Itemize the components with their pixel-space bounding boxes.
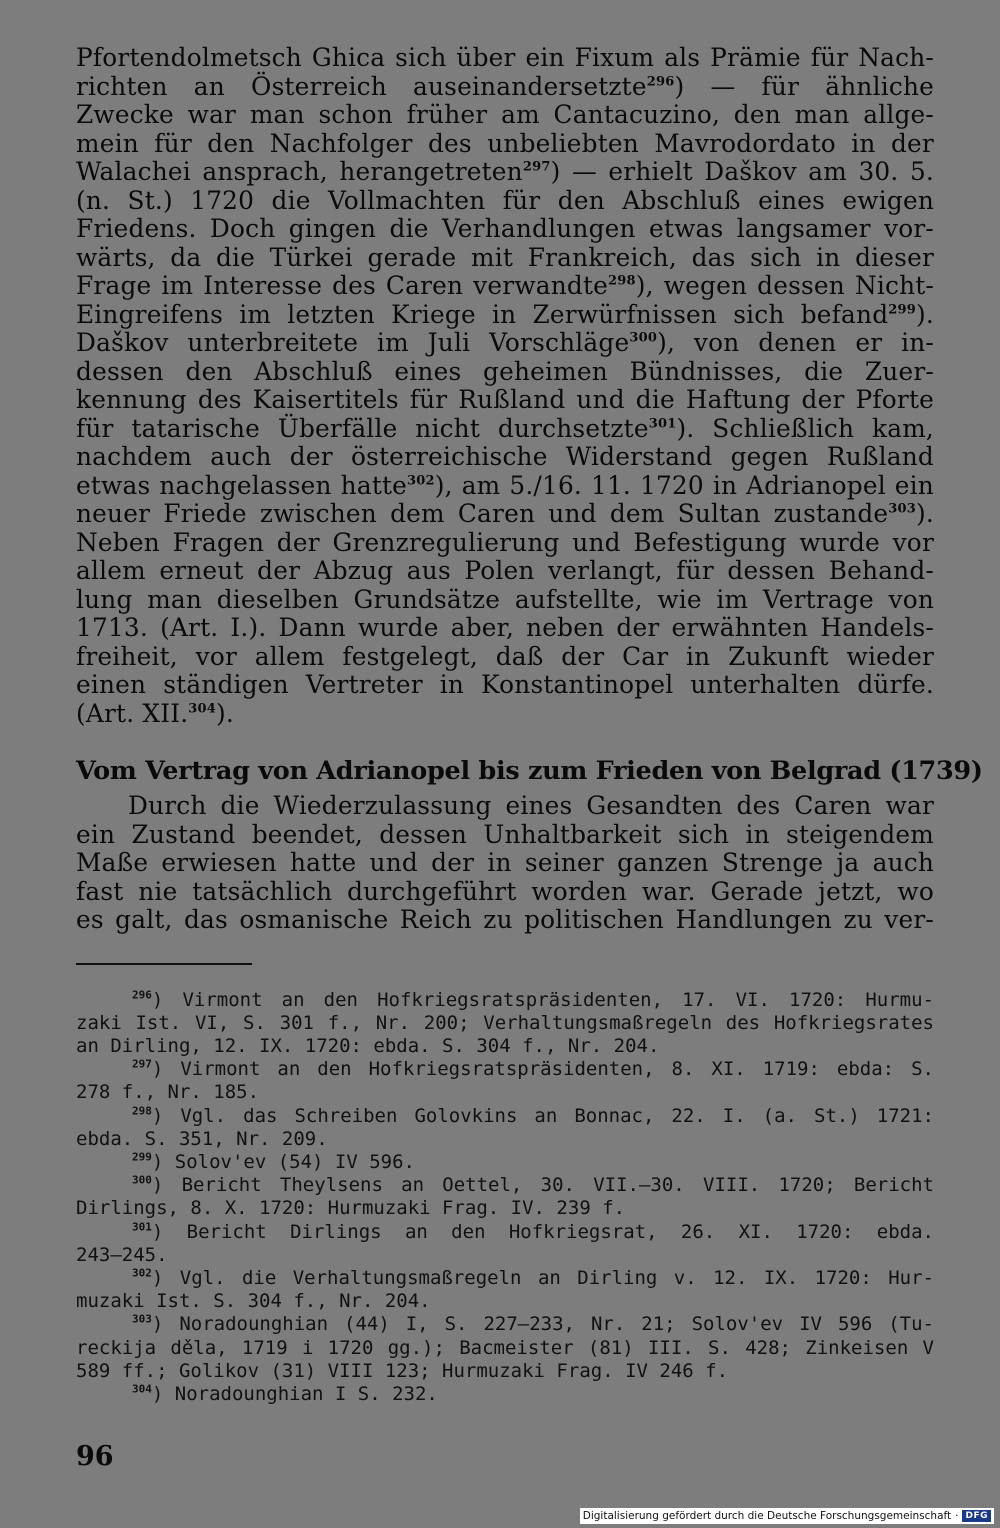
footnote-number: 298 [132, 1104, 152, 1118]
page-content [76, 43, 983, 1406]
footnote-number: 302 [132, 1266, 152, 1280]
footnote-number: 304 [132, 1382, 152, 1396]
text-line: Frage im Interesse des Caren verwandte$^{298}$), wegen dessen Nicht- [76, 271, 934, 300]
footnote-ref: 301 [648, 416, 677, 432]
footnote [76, 1151, 934, 1174]
footnote-number: 301 [132, 1220, 152, 1234]
footnote-ref: 300 [629, 330, 658, 346]
text-line: es galt, das osmanische Reich zu politischen Handlungen zu ver- [76, 905, 934, 934]
footnote-line: $^{298}$) Vgl. das Schreiben Golovkins an Bonnac, 22. I. (a. St.) 1721: [132, 1104, 934, 1127]
text-line: kennung des Kaisertitels für Rußland und die Haftung der Pforte [76, 385, 934, 414]
text-line: (Art. XII.$^{304}$). [76, 698, 235, 728]
text-line: richten an Österreich auseinandersetzte$^{296}$) — für ähnliche [76, 71, 934, 101]
footnote-line: $^{301}$) Bericht Dirlings an den Hofkriegsrat, 26. XI. 1720: ebda. [132, 1220, 934, 1243]
text-line: Walachei ansprach, herangetreten$^{297}$) — erhielt Daškov am 30. 5. [76, 157, 935, 186]
text-line: Durch die Wiederzulassung eines Gesandten des Caren war [128, 791, 934, 820]
footnote [76, 1058, 934, 1104]
text-line: lung man dieselben Grundsätze aufstellte, wie im Vertrage von [76, 584, 934, 614]
dfg-logo: DFG [962, 1510, 991, 1522]
footnote [76, 989, 934, 1059]
footnote [76, 1313, 934, 1383]
text-line: dessen den Abschluß eines geheimen Bündnisses, die Zuer- [76, 356, 934, 386]
footnote-line: 278 f., Nr. 185. [76, 1081, 260, 1104]
footnote [76, 1105, 934, 1151]
footnote-ref: 297 [522, 159, 551, 175]
text-line: Zwecke war man schon früher am Cantacuzino, den man allge- [76, 100, 934, 129]
footnote-line: 589 ff.; Golikov (31) VIII 123; Hurmuzaki Frag. IV 246 f. [76, 1359, 729, 1382]
footnote-ref: 298 [608, 273, 636, 289]
footnote-ref: 304 [188, 701, 217, 717]
footnote-line: $^{299}$) Solov'ev (54) IV 596. [132, 1150, 415, 1173]
footnote-line: $^{296}$) Virmont an den Hofkriegsratspräsidenten, 17. VI. 1720: Hurmu- [132, 988, 934, 1011]
footnote-number: 300 [132, 1173, 152, 1187]
text-line: (n. St.) 1720 die Vollmachten für den Abschluß eines ewigen [76, 185, 934, 215]
footnote [76, 1221, 934, 1267]
text-line: 1713. (Art. I.). Dann wurde aber, neben der erwähnten Handels- [76, 613, 934, 642]
footnote-number: 303 [132, 1313, 152, 1327]
footnote-line: zaki Ist. VI, S. 301 f., Nr. 200; Verhaltungsmaßregeln des Hofkriegsrates [76, 1011, 934, 1034]
footnote-line: muzaki Ist. S. 304 f., Nr. 204. [76, 1290, 431, 1313]
text-line: neuer Friede zwischen dem Caren und dem Sultan zustande$^{303}$). [76, 499, 934, 528]
text-line: fast nie tatsächlich durchgeführt worden war. Gerade jetzt, wo [76, 876, 934, 906]
page-number: 96 [76, 1441, 114, 1472]
footnote-number: 297 [132, 1057, 152, 1071]
footnote-line: $^{300}$) Bericht Theylsens an Oettel, 30. VII.—30. VIII. 1720; Bericht [132, 1173, 934, 1197]
footnote-line: $^{302}$) Vgl. die Verhaltungsmaßregeln an Dirling v. 12. IX. 1720: Hur- [132, 1266, 934, 1289]
footnote-line: $^{304}$) Noradounghian I S. 232. [132, 1382, 438, 1405]
section-heading: Vom Vertrag von Adrianopel bis zum Frieden von Belgrad (1739) [76, 756, 983, 786]
text-line: freiheit, vor allem festgelegt, daß der Car in Zukunft wieder [76, 641, 934, 671]
footnote-line: an Dirling, 12. IX. 1720: ebda. S. 304 f., Nr. 204. [76, 1034, 660, 1057]
text-line: Daškov unterbreitete im Juli Vorschläge$^{300}$), von denen er in- [76, 328, 934, 357]
text-line: nachdem auch der österreichische Widerstand gegen Rußland [76, 442, 934, 471]
footnote [76, 1174, 934, 1220]
footnote-line: $^{303}$) Noradounghian (44) I, S. 227—233, Nr. 21; Solov'ev IV 596 (Tu- [132, 1313, 934, 1336]
text-line: Eingreifens im letzten Kriege in Zerwürfnissen sich befand$^{299}$). [76, 299, 934, 329]
footnote-ref: 299 [888, 302, 917, 318]
footnote-line: $^{297}$) Virmont an den Hofkriegsratspräsidenten, 8. XI. 1719: ebda: S. [132, 1057, 934, 1081]
section-paragraph [76, 792, 934, 935]
digitization-credit: Digitalisierung gefördert durch die Deutsche Forschungsgemeinschaft · DFG [580, 1508, 994, 1524]
text-line: allem erneut der Abzug aus Polen verlangt, für dessen Behand- [76, 556, 934, 585]
footnote [76, 1267, 934, 1313]
credit-text: Digitalisierung gefördert durch die Deutsche Forschungsgemeinschaft [582, 1510, 952, 1522]
text-line: ein Zustand beendet, dessen Unhaltbarkeit sich in steigendem [76, 819, 934, 849]
text-line: wärts, da die Türkei gerade mit Frankreich, das sich in dieser [76, 242, 934, 272]
text-line: Pfortendolmetsch Ghica sich über ein Fixum als Prämie für Nach- [76, 43, 934, 72]
footnote-ref: 303 [888, 501, 917, 517]
footnote-number: 299 [132, 1150, 152, 1164]
text-line: Neben Fragen der Grenzregulierung und Befestigung wurde vor [76, 527, 934, 557]
footnote-ref: 302 [407, 473, 435, 489]
footnote-line: ebda. S. 351, Nr. 209. [76, 1127, 328, 1150]
footnote-line: reckija děla, 1719 i 1720 gg.); Bacmeister (81) III. S. 428; Zinkeisen V [76, 1336, 934, 1359]
footnote-divider [76, 963, 252, 965]
main-paragraph [76, 44, 934, 728]
footnote-number: 296 [132, 988, 152, 1002]
text-line: einen ständigen Vertreter in Konstantinopel unterhalten dürfe. [76, 670, 934, 699]
text-line: mein für den Nachfolger des unbeliebten Mavrodordato in der [76, 128, 934, 158]
footnote-ref: 296 [646, 74, 675, 90]
text-line: für tatarische Überfälle nicht durchsetzte$^{301}$). Schließlich kam, [76, 413, 934, 443]
text-line: Friedens. Doch gingen die Verhandlungen etwas langsamer vor- [76, 214, 934, 243]
footnote-line: 243—245. [76, 1243, 168, 1266]
footnote [76, 1383, 934, 1406]
footnote-line: Dirlings, 8. X. 1720: Hurmuzaki Frag. IV. 239 f. [76, 1197, 626, 1220]
footnotes [76, 989, 934, 1407]
text-line: Maße erwiesen hatte und der in seiner ganzen Strenge ja auch [76, 848, 934, 877]
text-line: etwas nachgelassen hatte$^{302}$), am 5./16. 11. 1720 in Adrianopel ein [76, 470, 934, 500]
